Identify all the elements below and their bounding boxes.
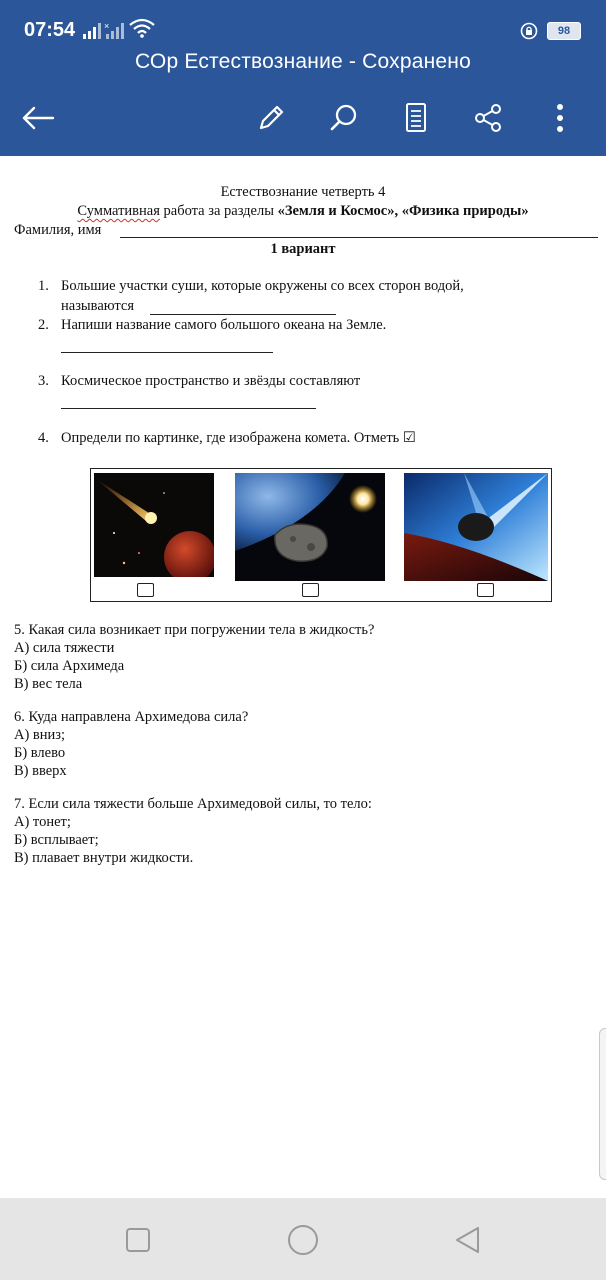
header-text: работа за разделы bbox=[159, 203, 278, 219]
scroll-handle[interactable] bbox=[599, 1028, 606, 1180]
q1-number: 1. bbox=[38, 278, 49, 294]
q4-text: Определи по картинке, где изображена комета. Отметь ☑ bbox=[61, 430, 416, 446]
edit-button[interactable] bbox=[249, 96, 293, 140]
meteor-icon bbox=[404, 473, 548, 581]
asteroid-icon bbox=[235, 473, 385, 581]
pen-icon bbox=[255, 102, 287, 134]
home-button[interactable] bbox=[281, 1218, 325, 1262]
name-line bbox=[120, 237, 598, 238]
header-title bbox=[0, 203, 606, 220]
q7-option-a: А) тонет; bbox=[14, 814, 71, 830]
q5-option-b: Б) сила Архимеда bbox=[14, 658, 125, 674]
recent-apps-button[interactable] bbox=[116, 1218, 160, 1262]
answer-checkbox-3[interactable] bbox=[477, 583, 494, 597]
header-word-spellcheck: Суммативная bbox=[77, 203, 160, 219]
search-button[interactable] bbox=[322, 96, 366, 140]
q3-answer-line bbox=[61, 408, 316, 409]
header-sections: «Земля и Космос», «Физика природы» bbox=[277, 203, 529, 219]
answer-checkbox-2[interactable] bbox=[302, 583, 319, 597]
q2-answer-line bbox=[61, 352, 273, 353]
q7-option-b: Б) всплывает; bbox=[14, 832, 99, 848]
reading-view-button[interactable] bbox=[394, 96, 438, 140]
status-bar bbox=[0, 0, 606, 46]
back-button[interactable] bbox=[16, 96, 60, 140]
comet-icon bbox=[94, 473, 214, 577]
name-label: Фамилия, имя bbox=[14, 222, 102, 238]
q2-text: Напиши название самого большого океана на Земле. bbox=[61, 317, 387, 333]
svg-text:×: × bbox=[104, 21, 110, 31]
q2-number: 2. bbox=[38, 317, 49, 333]
document-title: СОр Естествознание - Сохранено bbox=[135, 50, 471, 73]
back-arrow-icon bbox=[21, 106, 55, 130]
q3-number: 3. bbox=[38, 373, 49, 389]
q4-number: 4. bbox=[38, 430, 49, 446]
share-button[interactable] bbox=[466, 96, 510, 140]
status-time: 07:54 bbox=[24, 19, 76, 41]
back-icon bbox=[453, 1225, 483, 1255]
wifi-icon bbox=[129, 18, 155, 38]
recent-apps-icon bbox=[124, 1226, 152, 1254]
header-subject: Естествознание четверть 4 bbox=[220, 184, 386, 200]
q6-option-a: А) вниз; bbox=[14, 727, 66, 743]
q7-text: 7. Если сила тяжести больше Архимедовой силы, то тело: bbox=[14, 796, 372, 812]
q5-option-c: В) вес тела bbox=[14, 676, 83, 692]
share-icon bbox=[472, 102, 504, 134]
app-bar bbox=[0, 0, 606, 156]
navigation-bar bbox=[0, 1198, 606, 1280]
q1-answer-line bbox=[150, 314, 336, 315]
q3-text: Космическое пространство и звёзды составляют bbox=[61, 373, 361, 389]
reading-view-icon bbox=[404, 102, 428, 134]
answer-checkbox-1[interactable] bbox=[137, 583, 154, 597]
q1-line1: Большие участки суши, которые окружены со всех сторон водой, bbox=[61, 278, 464, 294]
variant-label: 1 вариант bbox=[270, 241, 336, 257]
q6-option-c: В) вверх bbox=[14, 763, 67, 779]
q5-text: 5. Какая сила возникает при погружении тела в жидкость? bbox=[14, 622, 375, 638]
search-icon bbox=[328, 102, 360, 134]
q6-text: 6. Куда направлена Архимедова сила? bbox=[14, 709, 249, 725]
rotation-lock-icon bbox=[520, 22, 538, 40]
picture-table bbox=[90, 468, 552, 602]
document-page[interactable] bbox=[0, 156, 606, 1198]
battery-indicator: 98 bbox=[547, 22, 581, 40]
home-icon bbox=[286, 1223, 320, 1257]
signal-icon bbox=[82, 20, 126, 40]
q1-line2: называются bbox=[61, 298, 135, 314]
more-options-button[interactable] bbox=[538, 96, 582, 140]
q5-option-a: А) сила тяжести bbox=[14, 640, 115, 656]
q7-option-c: В) плавает внутри жидкости. bbox=[14, 850, 194, 866]
system-back-button[interactable] bbox=[446, 1218, 490, 1262]
more-vert-icon bbox=[555, 102, 565, 134]
q6-option-b: Б) влево bbox=[14, 745, 66, 761]
